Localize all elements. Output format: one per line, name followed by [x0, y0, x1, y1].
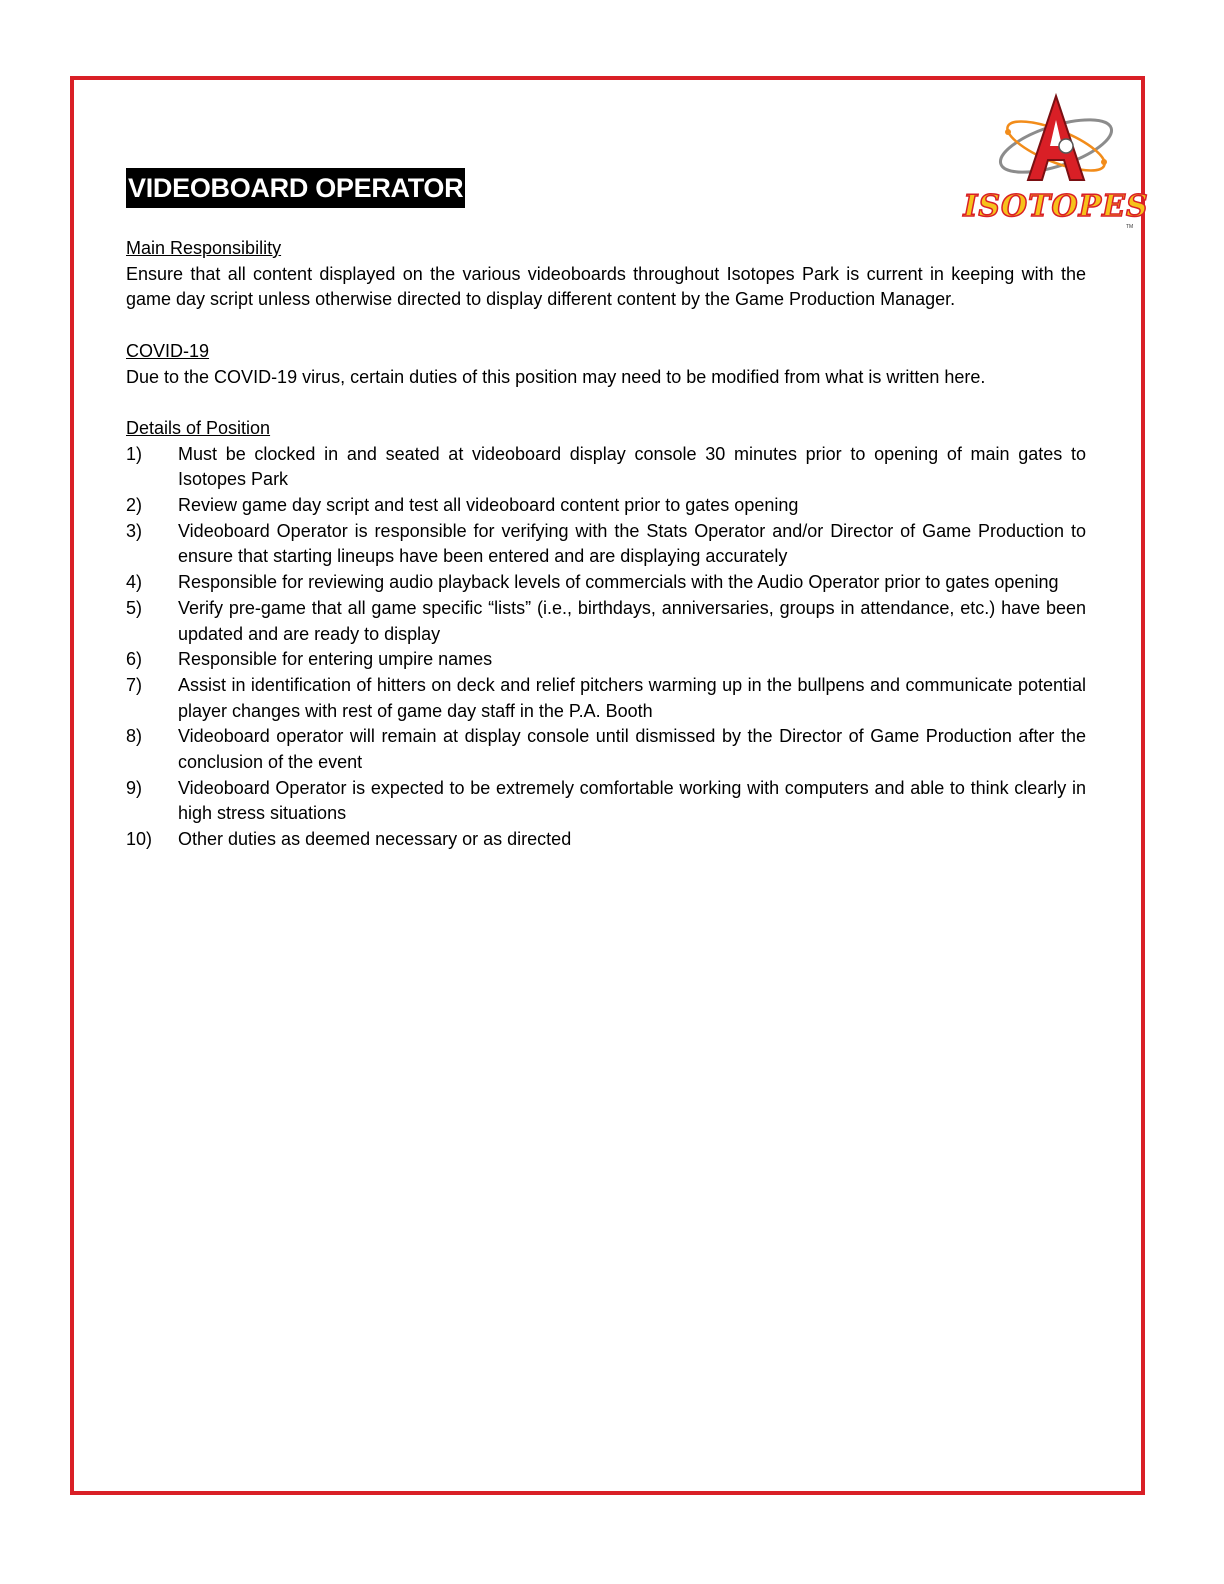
- item-text: Verify pre-game that all game specific “lists” (i.e., birthdays, anniversaries, groups in attendance, etc.) have been updated and are ready to display: [178, 597, 1086, 644]
- item-text: Review game day script and test all videoboard content prior to gates opening: [178, 495, 799, 515]
- item-text: Assist in identification of hitters on deck and relief pitchers warming up in the bullpens and communicate potential player changes with rest of game day staff in the P.A. Booth: [178, 674, 1086, 721]
- item-number: 6): [126, 649, 143, 670]
- list-item: [126, 442, 1086, 493]
- item-text: Responsible for reviewing audio playback levels of commercials with the Audio Operator prior to gates opening: [178, 572, 1059, 593]
- svg-text:ISOTOPES: ISOTOPES: [963, 189, 1149, 224]
- item-number: 4): [126, 572, 143, 593]
- item-text: Must be clocked in and seated at videoboard display console 30 minutes prior to opening of main gates to Isotopes Park: [178, 443, 1086, 490]
- item-number: 3): [126, 520, 143, 541]
- details-section: [126, 416, 1086, 853]
- item-text: Videoboard operator will remain at display console until dismissed by the Director of Game Production after the conclusion of the event: [178, 726, 1086, 773]
- page-title: VIDEOBOARD OPERATOR: [126, 168, 465, 208]
- covid-text: Due to the COVID-19 virus, certain duties of this position may need to be modified from what is written here.: [126, 366, 986, 387]
- details-heading: Details of Position: [126, 417, 271, 438]
- item-number: 7): [126, 674, 143, 695]
- list-item: [126, 827, 1086, 853]
- item-number: 9): [126, 777, 143, 798]
- list-item: [126, 493, 1086, 519]
- list-item: [126, 724, 1086, 775]
- main-responsibility-text: Ensure that all content displayed on the various videoboards throughout Isotopes Park is current in keeping with the game day script unless otherwise directed to display different content by the Game Production Manager.: [126, 263, 1086, 310]
- item-number: 8): [126, 726, 143, 747]
- item-text: Videoboard Operator is responsible for verifying with the Stats Operator and/or Director of Game Production to ensure that starting lineups have been entered and are displaying accurately: [178, 520, 1086, 567]
- svg-text:TM: TM: [1126, 224, 1134, 230]
- item-text: Videoboard Operator is expected to be extremely comfortable working with computers and able to think clearly in high stress situations: [178, 777, 1086, 824]
- covid-section: [126, 339, 1086, 390]
- covid-heading: COVID-19: [126, 340, 210, 361]
- duties-list: [126, 442, 1086, 853]
- list-item: [126, 647, 1086, 673]
- item-number: 10): [126, 829, 153, 850]
- list-item: [126, 519, 1086, 570]
- item-number: 2): [126, 495, 143, 515]
- item-text: Responsible for entering umpire names: [178, 649, 493, 670]
- list-item: [126, 570, 1086, 596]
- list-item: [126, 673, 1086, 724]
- item-number: 5): [126, 597, 143, 618]
- main-responsibility-heading: Main Responsibility: [126, 238, 282, 258]
- list-item: [126, 596, 1086, 647]
- list-item: [126, 776, 1086, 827]
- item-number: 1): [126, 443, 143, 464]
- job-description: [126, 168, 1086, 853]
- item-text: Other duties as deemed necessary or as directed: [178, 829, 572, 850]
- main-responsibility-section: [126, 236, 1086, 313]
